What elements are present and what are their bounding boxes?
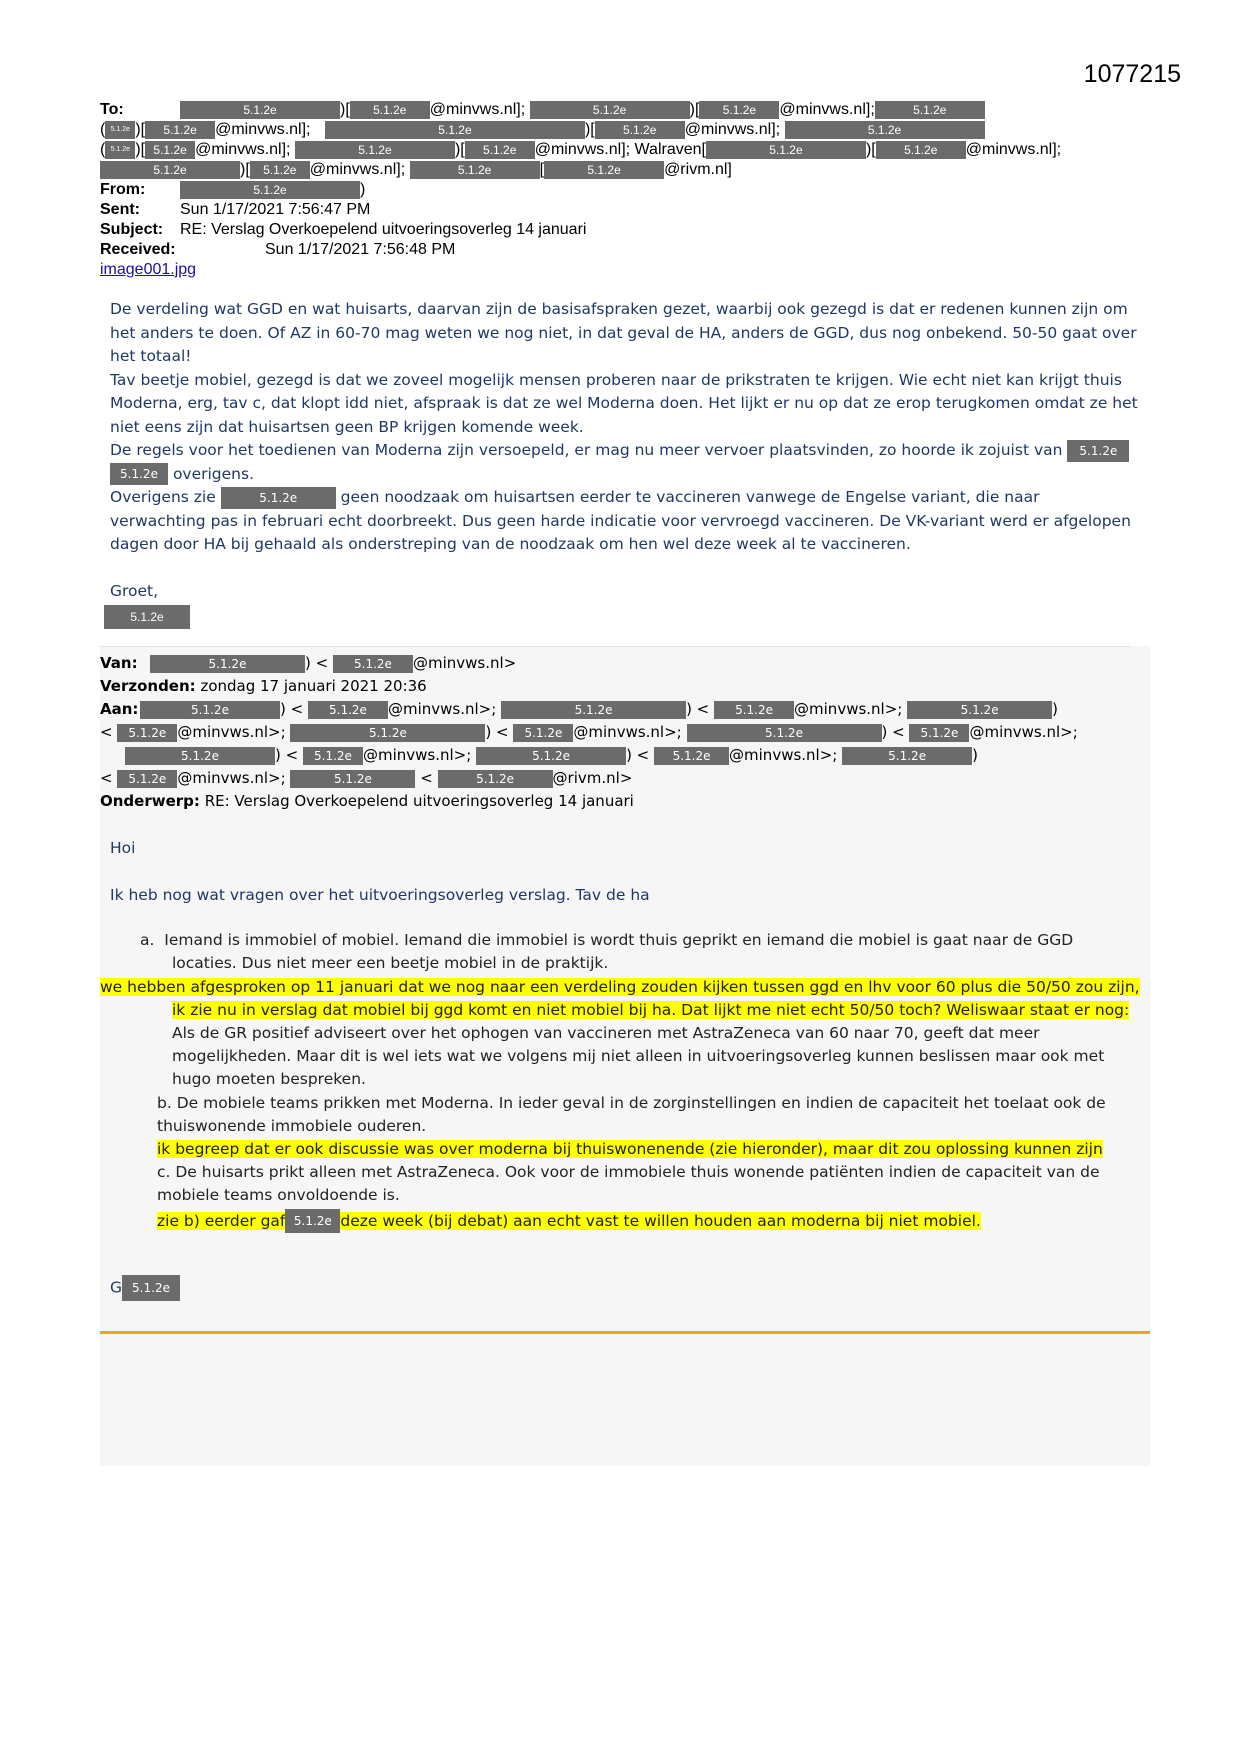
redaction: 5.1.2e — [876, 141, 966, 159]
gr-line: mogelijkheden. Maar dit is wel iets wat we volgens mij niet alleen in uitvoeringsoverleg kunnen beslissen maar ook met — [172, 1047, 1105, 1065]
to-row-2: ( 5.1.2e )[ 5.1.2e @minvws.nl]; 5.1.2e )[ 5.1.2e @minvws.nl]; 5.1.2e — [100, 120, 1180, 140]
message-1-body — [110, 298, 1140, 603]
redaction: 5.1.2e — [476, 747, 626, 765]
redaction: 5.1.2e — [221, 487, 336, 509]
closing — [110, 1275, 180, 1301]
email-domain: @minvws.nl>; — [362, 746, 472, 764]
redaction: 5.1.2e — [290, 770, 415, 788]
onderwerp-row — [100, 790, 1160, 813]
onderwerp-label: Onderwerp: — [100, 792, 200, 810]
email-domain: @minvws.nl>; — [729, 746, 838, 764]
message-2-body — [110, 837, 1140, 907]
paragraph-text: geen noodzaak om huisartsen eerder te vaccineren vanwege de Engelse variant, die naar verwachting pas in februari echt doorbreekt. Dus geen harde indicatie voor vervroegd vaccineren. De VK-variant werd er afgelopen dagen door HA bij gehaald als onderstreping van de noodzaak om hen wel deze week al te vaccineren. — [110, 488, 1131, 553]
redaction: 5.1.2e — [105, 141, 135, 159]
redaction: 5.1.2e — [333, 655, 413, 673]
highlight-line — [157, 1209, 1157, 1233]
redaction: 5.1.2e — [145, 141, 195, 159]
redaction: 5.1.2e — [410, 161, 540, 179]
email-header — [100, 100, 1180, 280]
van-row: Van: 5.1.2e ) < 5.1.2e @minvws.nl> — [100, 652, 1160, 675]
email-domain: @minvws.nl>; — [387, 700, 497, 718]
onderwerp-value: RE: Verslag Overkoepelend uitvoeringsoverleg 14 januari — [204, 792, 634, 810]
redaction: 5.1.2e — [117, 724, 177, 742]
email-domain: @minvws.nl]; — [215, 121, 311, 138]
redaction: 5.1.2e — [465, 141, 535, 159]
email-domain: @minvws.nl>; — [969, 723, 1078, 741]
redaction: 5.1.2e — [350, 101, 430, 119]
redaction: 5.1.2e — [438, 770, 553, 788]
redaction: 5.1.2e — [303, 747, 363, 765]
aan-label: Aan: — [100, 700, 139, 718]
highlight-text: zie b) eerder gaf — [157, 1211, 286, 1230]
redaction: 5.1.2e — [145, 121, 215, 139]
subject-label: Subject: — [100, 221, 164, 238]
redaction: 5.1.2e — [150, 655, 305, 673]
redaction: 5.1.2e — [140, 701, 280, 719]
paragraph — [110, 439, 1140, 486]
gr-line: Als de GR positief adviseert over het ophogen van vaccineren met AstraZeneca van 60 naar 70, geeft dat meer — [172, 1024, 1040, 1042]
van-label: Van: — [100, 654, 138, 672]
redaction: 5.1.2e — [308, 701, 388, 719]
paragraph: De verdeling wat GGD en wat huisarts, daarvan zijn de basisafspraken gezet, waarbij ook gezegd is dat er redenen kunnen zijn om het anders te doen. Of AZ in 60-70 mag weten we nog niet, in dat geval de HA, anders de GGD, dus nog onbekend. 50-50 gaat over het totaal! — [110, 300, 1137, 365]
email-domain: @minvws.nl]; — [965, 141, 1062, 158]
quoted-header — [100, 652, 1160, 813]
email-domain: @minvws.nl>; — [177, 723, 286, 741]
received-row — [100, 240, 1180, 260]
from-label: From: — [100, 181, 146, 198]
verzonden-row — [100, 675, 1160, 698]
redaction: 5.1.2e — [544, 161, 664, 179]
redaction: 5.1.2e — [110, 463, 168, 485]
email-domain: @minvws.nl>; — [177, 769, 286, 787]
item-c: c. De huisarts prikt alleen met AstraZeneca. Ook voor de immobiele thuis wonende patiënten indien de capaciteit van de — [157, 1163, 1100, 1181]
to-label: To: — [100, 101, 124, 118]
redaction: 5.1.2e — [295, 141, 455, 159]
received-value: Sun 1/17/2021 7:56:48 PM — [265, 241, 456, 258]
aan-row-1: Aan: 5.1.2e ) < 5.1.2e @minvws.nl>; 5.1.2e ) < 5.1.2e @minvws.nl>; 5.1.2e ) — [100, 698, 1160, 721]
to-row-1: To: 5.1.2e )[ 5.1.2e @minvws.nl]; 5.1.2e )[ 5.1.2e @minvws.nl]; 5.1.2e — [100, 100, 1180, 120]
redaction: 5.1.2e — [100, 161, 240, 179]
subject-row — [100, 220, 1180, 240]
redaction: 5.1.2e — [706, 141, 866, 159]
email-domain: @minvws.nl]; — [309, 161, 406, 178]
paragraph-text: De regels voor het toedienen van Moderna zijn versoepeld, er mag nu meer vervoer plaatsvinden, zo hoorde ik zojuist van — [110, 441, 1063, 459]
redaction: 5.1.2e — [1067, 440, 1129, 462]
greeting: Groet, — [110, 581, 159, 600]
email-domain: @minvws.nl>; — [794, 700, 903, 718]
item-b: b. De mobiele teams prikken met Moderna. In ieder geval in de zorginstellingen en indien de capaciteit het toelaat ook de — [157, 1094, 1106, 1112]
to-row-4: 5.1.2e )[ 5.1.2e @minvws.nl]; 5.1.2e [ 5.1.2e @rivm.nl] — [100, 160, 1180, 180]
paragraph-text: Overigens zie — [110, 488, 216, 506]
closing-prefix: G — [110, 1278, 123, 1297]
attachment-link[interactable]: image001.jpg — [100, 261, 197, 278]
item-a — [140, 929, 1140, 953]
from-row: From: 5.1.2e ) — [100, 181, 366, 198]
email-domain: @minvws.nl>; — [573, 723, 682, 741]
redaction: 5.1.2e — [180, 101, 340, 119]
redaction: 5.1.2e — [105, 121, 135, 139]
redaction: 5.1.2e — [290, 724, 485, 742]
redaction: 5.1.2e — [699, 101, 779, 119]
to-row-3: ( 5.1.2e )[ 5.1.2e @minvws.nl]; 5.1.2e )[ 5.1.2e @minvws.nl]; Walraven[ 5.1.2e )[ 5.1.2e @minvws.nl]; — [100, 141, 1062, 158]
aan-row-3: 5.1.2e ) < 5.1.2e @minvws.nl>; 5.1.2e ) < 5.1.2e @minvws.nl>; 5.1.2e ) — [100, 744, 1160, 767]
email-domain: @minvws.nl]; — [429, 101, 526, 118]
redaction: 5.1.2e — [595, 121, 685, 139]
redaction: 5.1.2e — [687, 724, 882, 742]
separator — [100, 646, 1130, 647]
redaction: 5.1.2e — [530, 101, 690, 119]
email-domain: @minvws.nl]; — [684, 121, 781, 138]
redaction: 5.1.2e — [180, 181, 360, 199]
item-a-line: Iemand is immobiel of mobiel. Iemand die immobiel is wordt thuis geprikt en iemand die mobiel is gaat naar de GGD — [164, 931, 1074, 949]
gr-line: hugo moeten bespreken. — [172, 1070, 366, 1088]
redaction: 5.1.2e — [501, 701, 686, 719]
redaction: 5.1.2e — [875, 101, 985, 119]
redaction: 5.1.2e — [909, 724, 969, 742]
redaction: 5.1.2e — [907, 701, 1052, 719]
email-domain: @minvws.nl> — [412, 654, 517, 672]
highlight-text: we hebben afgesproken op 11 januari dat we nog naar een verdeling zouden kijken tussen ggd en lhv voor 60 plus die 50/50 zou zijn, — [100, 978, 1140, 996]
aan-row-4: < 5.1.2e @minvws.nl>; 5.1.2e < 5.1.2e @rivm.nl> — [100, 769, 633, 787]
redaction: 5.1.2e — [714, 701, 794, 719]
signature-divider — [100, 1331, 1150, 1334]
salutation: Hoi — [110, 839, 136, 857]
attachment-row — [100, 260, 1180, 280]
redaction: 5.1.2e — [117, 770, 177, 788]
subject-value: RE: Verslag Overkoepelend uitvoeringsoverleg 14 januari — [180, 221, 587, 238]
email-domain-rivm: @rivm.nl] — [664, 161, 732, 178]
aan-row-2: < 5.1.2e @minvws.nl>; 5.1.2e ) < 5.1.2e @minvws.nl>; 5.1.2e ) < 5.1.2e @minvws.nl>; — [100, 723, 1078, 741]
item-b-line-2: thuiswonende immobiele ouderen. — [157, 1117, 427, 1135]
redaction: 5.1.2e — [654, 747, 729, 765]
verzonden-label: Verzonden: — [100, 677, 196, 695]
highlight-text: ik begreep dat er ook discussie was over moderna bij thuiswonenende (zie hieronder), maar dit zou oplossing kunnen zijn — [157, 1140, 1103, 1158]
sent-label: Sent: — [100, 201, 140, 218]
redaction: 5.1.2e — [125, 747, 275, 765]
paragraph: Tav beetje mobiel, gezegd is dat we zoveel mogelijk mensen proberen naar de prikstraten te krijgen. Wie echt niet kan krijgt thuis Moderna, erg, tav c, dat klopt idd niet, afspraak is dat ze wel Moderna doen. Het lijkt er nu op dat ze erop terugkomen omdat ze het niet eens zijn dat huisartsen geen BP krijgen komende week. — [110, 370, 1138, 436]
email-domain-rivm: @rivm.nl> — [552, 769, 633, 787]
redaction: 5.1.2e — [122, 1275, 180, 1301]
redaction: 5.1.2e — [842, 747, 972, 765]
redaction: 5.1.2e — [104, 605, 190, 629]
redaction: 5.1.2e — [513, 724, 573, 742]
redaction: 5.1.2e — [250, 161, 310, 179]
highlight-line — [172, 999, 1172, 1023]
email-domain: @minvws.nl]; — [195, 141, 291, 158]
paragraph-text: overigens. — [172, 464, 255, 483]
item-a-line-2: locaties. Dus niet meer een beetje mobiel in de praktijk. — [172, 954, 609, 972]
verzonden-value: zondag 17 januari 2021 20:36 — [200, 677, 427, 695]
email-domain-walraven: @minvws.nl]; Walraven[ — [534, 141, 706, 158]
paragraph — [110, 486, 1140, 557]
item-c-line-2: mobiele teams onvoldoende is. — [157, 1186, 400, 1204]
highlight-text: deze week (bij debat) aan echt vast te willen houden aan moderna bij niet mobiel. — [340, 1211, 981, 1230]
redaction: 5.1.2e — [785, 121, 985, 139]
sent-row — [100, 200, 1180, 220]
highlight-text: ik zie nu in verslag dat mobiel bij ggd komt en niet mobiel bij ha. Dat lijkt me niet echt 50/50 toch? Weliswaar staat er nog: — [172, 1001, 1130, 1019]
signature — [104, 605, 190, 629]
item-a-marker: a. — [140, 931, 155, 949]
sent-value: Sun 1/17/2021 7:56:47 PM — [180, 201, 371, 218]
received-label: Received: — [100, 241, 176, 258]
highlight-line — [157, 1138, 1157, 1162]
redaction: 5.1.2e — [285, 1209, 340, 1233]
highlight-line — [100, 976, 1160, 1000]
document-number: 1077215 — [1083, 60, 1181, 88]
email-domain: @minvws.nl]; — [779, 101, 875, 118]
redaction: 5.1.2e — [325, 121, 585, 139]
intro: Ik heb nog wat vragen over het uitvoeringsoverleg verslag. Tav de ha — [110, 885, 650, 904]
